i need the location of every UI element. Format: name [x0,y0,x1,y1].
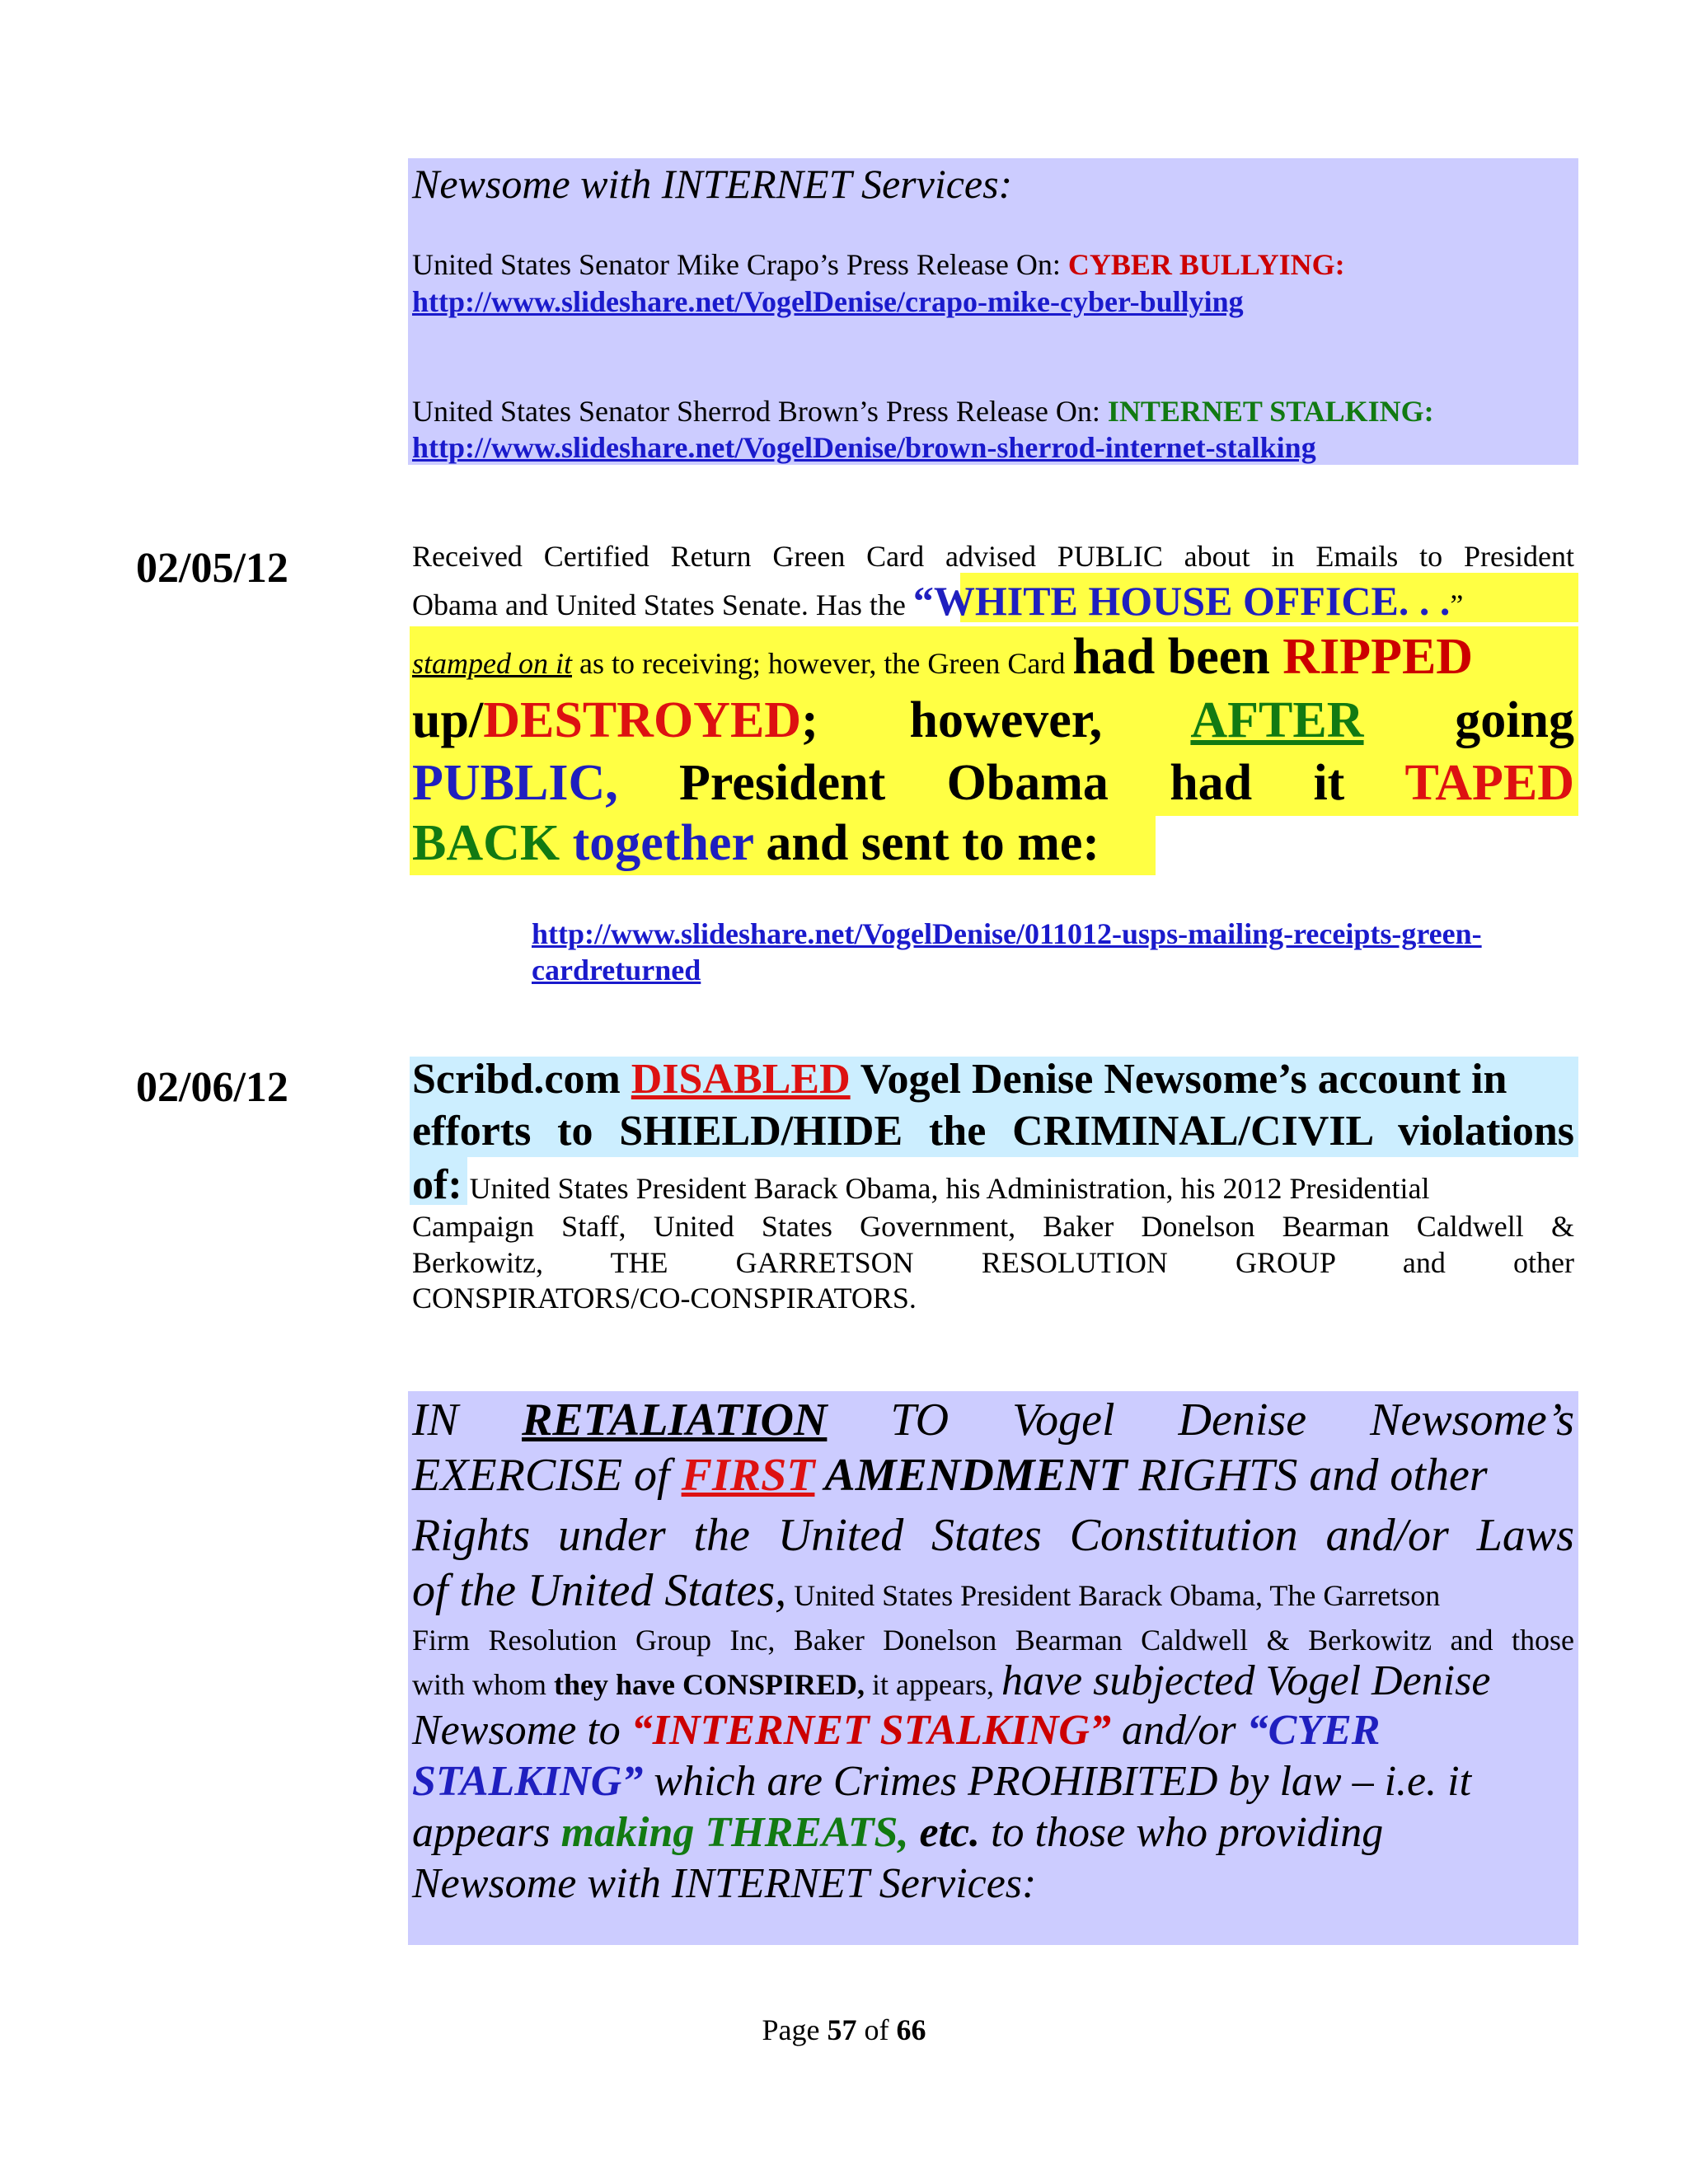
entry1-line-5 [412,752,1574,814]
retaliation-line-9 [412,1808,1383,1857]
of-text: of: [412,1161,462,1208]
retaliation-line-4 [412,1564,1440,1617]
destroyed-text: DESTROYED [483,692,802,748]
and-or-text: and/or [1110,1707,1247,1754]
current-page-number: 57 [827,2013,857,2046]
brown-press-release-line [412,394,1434,429]
entry1-line-3 [412,628,1473,687]
retaliation-line-2 [412,1449,1488,1502]
crimes-prohibited-text: which are Crimes PROHIBITED by law – i.e. it [643,1758,1472,1805]
to-those-text: to those who providing [980,1809,1384,1856]
going-text: going [1455,692,1574,748]
entry1-l3-text: as to receiving; however, the Green Card [572,647,1073,680]
rights-text: RIGHTS and other [1127,1450,1488,1501]
retaliation-line-10: Newsome with INTERNET Services: [412,1860,1037,1907]
entry-date-020512: 02/05/12 [136,545,288,592]
scribd-text: Scribd.com [412,1056,631,1103]
exercise-text: EXERCISE of [412,1450,682,1501]
first-text: FIRST [681,1450,815,1501]
ripped-text: RIPPED [1282,629,1474,685]
retaliation-l4-rest: United States President Barack Obama, The Garretson [786,1579,1441,1612]
newsome-to-text: Newsome to [412,1707,631,1754]
appears-text: appears [412,1809,561,1856]
stamped-on-it-text: stamped on it [412,647,572,680]
footer-of: of [856,2013,897,2046]
back-text: BACK [412,815,573,871]
with-whom-text: with whom [412,1668,555,1701]
crapo-link[interactable]: http://www.slideshare.net/VogelDenise/crapo-mike-cyber-bullying [412,285,1244,318]
retaliation-line-7 [412,1706,1381,1755]
retaliation-line-3: Rights under the United States Constitution and/or Laws [412,1510,1574,1561]
crapo-press-release-line [412,247,1345,282]
stalking-quote: STALKING” [412,1758,644,1805]
entry2-l3-text: United States President Barack Obama, his Administration, his 2012 Presidential [462,1172,1430,1205]
cyer-quote: “CYER [1246,1707,1381,1754]
retaliation-line-5: Firm Resolution Group Inc, Baker Donelson Bearman Caldwell & Berkowitz and those [412,1624,1574,1657]
have-subjected-text: have subjected Vogel Denise [1001,1657,1491,1704]
crapo-prefix: United States Senator Mike Crapo’s Press Release On: [412,248,1068,281]
entry2-line-6: CONSPIRATORS/CO-CONSPIRATORS. [412,1282,917,1315]
had-text: had [1170,755,1253,811]
it-appears-text: it appears, [865,1668,1001,1701]
internet-stalking-label: INTERNET STALKING: [1107,395,1434,428]
retaliation-l1-rest: TO Vogel Denise Newsome’s [890,1394,1574,1446]
taped-text: TAPED [1404,755,1574,811]
entry2-heading-line-1 [412,1055,1507,1104]
retaliation-line-8 [412,1757,1471,1806]
green-card-link-line-1[interactable]: http://www.slideshare.net/VogelDenise/011012-usps-mailing-receipts-green- [532,917,1482,950]
disabled-text: DISABLED [631,1056,851,1103]
cyber-bullying-label: CYBER BULLYING: [1067,248,1345,281]
together-text: together [572,815,753,871]
retaliation-line-6 [412,1657,1490,1705]
obama-text: Obama [946,755,1109,811]
total-page-count: 66 [896,2013,926,2046]
top-box-heading: Newsome with INTERNET Services: [412,161,1013,207]
entry1-line-2 [412,577,1463,625]
of-the-united-states-text: of the United States, [412,1565,787,1616]
entry2-line-3 [412,1160,1429,1209]
retaliation-text: RETALIATION [522,1394,828,1446]
footer-prefix: Page [762,2013,828,2046]
it-text: it [1313,755,1345,811]
president-text: President [679,755,886,811]
however-text: however, [909,692,1103,748]
brown-link[interactable]: http://www.slideshare.net/VogelDenise/brown-sherrod-internet-stalking [412,431,1316,464]
sent-to-me-text: and sent to me: [753,815,1100,871]
etc-text: etc. [908,1809,981,1856]
green-card-link-line-2[interactable]: cardreturned [532,954,701,987]
entry1-line-6 [412,814,1100,873]
entry1-line-1: Received Certified Return Green Card advised PUBLIC about in Emails to President [412,540,1574,573]
entry1-semicolon: ; [801,692,818,748]
entry1-l2-quote: ” [1450,588,1464,621]
amendment-text: AMENDMENT [814,1450,1128,1501]
white-house-office-text: “WHITE HOUSE OFFICE. . . [912,578,1451,624]
entry1-line-4 [412,689,1574,752]
they-have-conspired-text: they have CONSPIRED, [554,1668,865,1701]
making-threats-text: making THREATS, [560,1809,909,1856]
entry2-h1-rest: Vogel Denise Newsome’s account in [850,1056,1507,1103]
brown-prefix: United States Senator Sherrod Brown’s Press Release On: [412,395,1108,428]
entry-date-020612: 02/06/12 [136,1064,288,1111]
public-text: PUBLIC, [412,755,618,811]
in-text: IN [412,1394,458,1446]
entry2-line-4: Campaign Staff, United States Government, Baker Donelson Bearman Caldwell & [412,1210,1574,1243]
entry2-heading-line-2: efforts to SHIELD/HIDE the CRIMINAL/CIVIL violations [412,1108,1574,1155]
internet-stalking-quote: “INTERNET STALKING” [631,1707,1111,1754]
entry2-line-5: Berkowitz, THE GARRETSON RESOLUTION GROUP and other [412,1246,1574,1279]
retaliation-line-1 [412,1391,1574,1449]
after-text: AFTER [1190,692,1364,748]
up-text: up/ [412,692,484,748]
had-been-text: had been [1072,629,1283,685]
page-footer [0,2013,1688,2047]
entry1-l2-text: Obama and United States Senate. Has the [412,588,913,621]
